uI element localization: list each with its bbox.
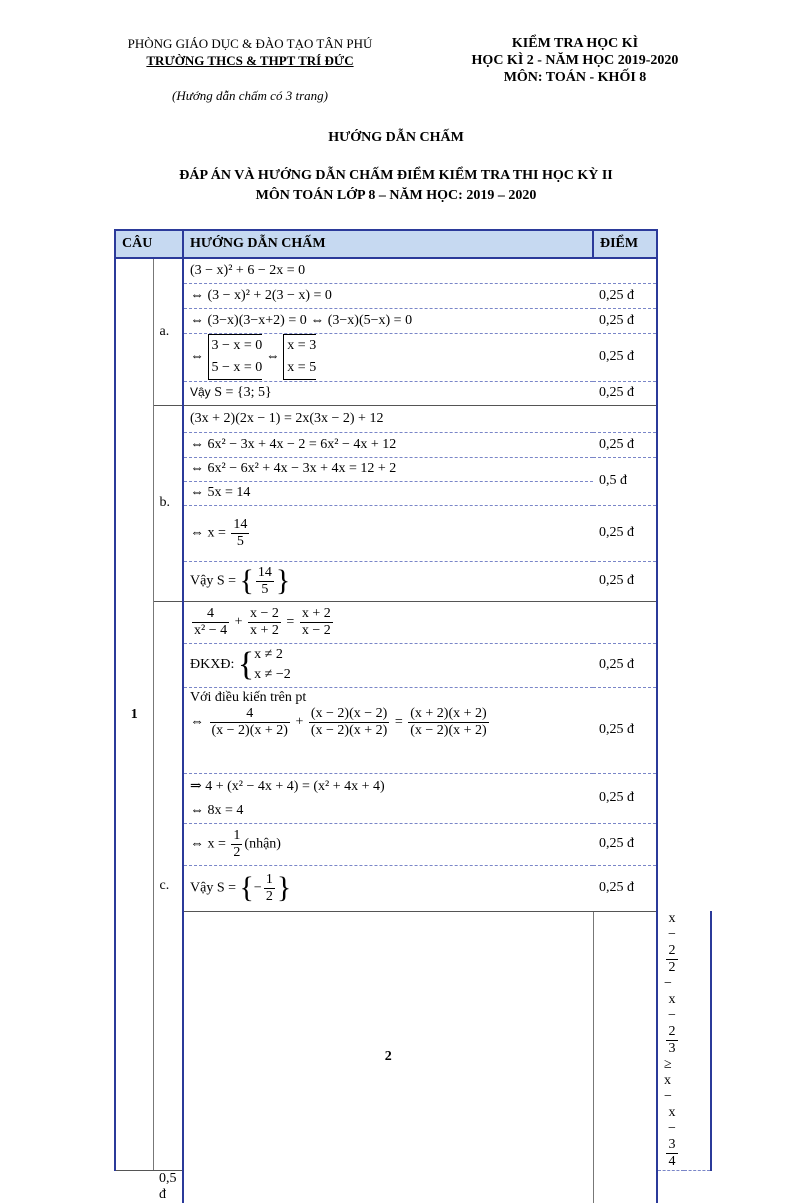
- c7-numerator: 1: [264, 872, 275, 889]
- step-q2-next: [115, 1171, 153, 1203]
- score-a2: 0,25 đ: [593, 283, 657, 308]
- b6-prefix: Vậy: [190, 573, 213, 588]
- department-name: PHÒNG GIÁO DỤC & ĐÀO TẠO TÂN PHÚ: [100, 35, 400, 52]
- b6-fraction: [256, 565, 274, 598]
- q2-f1-num: x − 2: [666, 911, 678, 960]
- exam-title: KIỂM TRA HỌC KÌ: [440, 35, 710, 52]
- step-c5: ⇔ 8x = 4: [183, 799, 593, 823]
- q2-middle: ≥ x −: [664, 1057, 672, 1104]
- q2-f2-den: 3: [666, 1041, 678, 1057]
- score-b6: 0,25 đ: [593, 561, 657, 601]
- score-c2: 0,25 đ: [593, 643, 657, 687]
- b5-numerator: 14: [231, 517, 249, 534]
- header-guide: HƯỚNG DẪN CHẤM: [183, 230, 593, 258]
- c3-f1-den: (x − 2)(x + 2): [210, 723, 290, 739]
- c3-f3-num: (x + 2)(x + 2): [408, 706, 488, 723]
- step-b5: [183, 505, 593, 561]
- score-b5: 0,25 đ: [593, 505, 657, 561]
- school-name: TRƯỜNG THCS & THPT TRÍ ĐỨC: [100, 52, 400, 69]
- step-a1: (3 − x)² + 6 − 2x = 0: [183, 258, 593, 283]
- c1-f3-num: x + 2: [300, 606, 333, 623]
- b5-fraction: [231, 517, 249, 550]
- c6-prefix: ⇔ x =: [190, 836, 226, 851]
- page-count-note: (Hướng dẫn chấm có 3 trang): [100, 87, 400, 104]
- score-a3: 0,25 đ: [593, 308, 657, 333]
- step-b3: ⇔ 6x² − 6x² + 4x − 3x + 4x = 12 + 2: [183, 457, 593, 481]
- c7-denominator: 2: [264, 889, 275, 905]
- score-c4-c5: 0,25 đ: [593, 773, 657, 823]
- subtitle-line-1: ĐÁP ÁN VÀ HƯỚNG DẪN CHẤM ĐIỂM KIỂM TRA THI HỌC KỲ II: [0, 166, 792, 186]
- c3-f2-den: (x − 2)(x + 2): [309, 723, 389, 739]
- score-q2-1: [684, 911, 711, 1171]
- b5-denominator: 5: [231, 534, 249, 550]
- score-q2-2: 0,5 đ: [153, 1171, 183, 1203]
- header-left: [100, 35, 400, 104]
- a5-prefix: Vậy: [190, 385, 211, 399]
- c2-condition-2: x ≠ −2: [254, 665, 291, 685]
- score-b1: [593, 405, 657, 432]
- a4-left-2: 5 − x = 0: [212, 357, 263, 379]
- c2-label: ĐKXĐ:: [190, 657, 234, 672]
- b6-s: S =: [217, 573, 236, 588]
- c3-f3-den: (x − 2)(x + 2): [408, 723, 488, 739]
- semester-label: HỌC KÌ 2 - NĂM HỌC 2019-2020: [440, 52, 710, 69]
- c3-text: Với điều kiến trên pt: [190, 690, 587, 706]
- c3-f1-num: 4: [210, 706, 290, 723]
- grading-table: [114, 229, 712, 1203]
- q2-f1-den: 2: [666, 960, 678, 976]
- part-label-b: b.: [153, 405, 183, 601]
- part-label-a: a.: [153, 258, 183, 405]
- step-a5: [183, 381, 593, 405]
- score-a4: 0,25 đ: [593, 333, 657, 381]
- step-a2: ⇔ (3 − x)² + 2(3 − x) = 0: [183, 283, 593, 308]
- score-c6: 0,25 đ: [593, 823, 657, 865]
- step-c1: $\frac{4}{\text{x² − 4}}$ + $\frac{x - 2}{x + 2}$ = $\frac{x + 2}{x - 2}$: [183, 601, 593, 643]
- score-a1: [593, 258, 657, 283]
- c1-f1-num: 4: [192, 606, 229, 623]
- a4-right-1: x = 3: [287, 335, 316, 357]
- part-label-2: [593, 911, 657, 1203]
- header-question: CÂU: [115, 230, 183, 258]
- header-right: [440, 35, 710, 86]
- c6-suffix: (nhận): [244, 836, 281, 851]
- c7-prefix: Vậy S =: [190, 880, 236, 895]
- question-number-1: 1: [115, 258, 153, 1171]
- step-b6: Vậy S = { $\frac{14}{5}$ }: [183, 561, 593, 601]
- c1-f1-den: x² − 4: [192, 623, 229, 639]
- b6-denominator: 5: [256, 582, 274, 598]
- c3-f2-num: (x − 2)(x − 2): [309, 706, 389, 723]
- part-label-c: c.: [153, 601, 183, 1171]
- c1-f2-num: x − 2: [248, 606, 281, 623]
- score-c3: 0,25 đ: [593, 687, 657, 773]
- score-a5: 0,25 đ: [593, 381, 657, 405]
- step-c7: Vậy S = {− $\frac{1}{2}$ }: [183, 865, 593, 911]
- c2-condition-1: x ≠ 2: [254, 645, 291, 665]
- page-title: HƯỚNG DẪN CHẤM: [0, 130, 792, 146]
- step-b2: ⇔ 6x² − 3x + 4x − 2 = 6x² − 4x + 12: [183, 432, 593, 457]
- step-c6: [183, 823, 593, 865]
- table-header-row: [115, 230, 711, 258]
- score-b2: 0,25 đ: [593, 432, 657, 457]
- subject-label: MÔN: TOÁN - KHỐI 8: [440, 69, 710, 86]
- q2-f3-num: x − 3: [666, 1105, 678, 1154]
- q2-f2-num: x − 2: [666, 992, 678, 1041]
- score-c1: [593, 601, 657, 643]
- a5-solution-set: S = {3; 5}: [214, 385, 272, 400]
- a4-left-1: 3 − x = 0: [212, 335, 263, 357]
- subtitle-line-2: MÔN TOÁN LỚP 8 – NĂM HỌC: 2019 – 2020: [0, 186, 792, 206]
- b6-numerator: 14: [256, 565, 274, 582]
- step-a4: ⇔ 3 − x = 0 5 − x = 0 ⇔ x = 3 x = 5: [183, 333, 593, 381]
- step-q2: $\frac{x - 2}{2}$ − $\frac{x - 2}{3}$ ≥ x − $\frac{x - 3}{4}$: [657, 911, 684, 1171]
- subtitle: [0, 166, 792, 206]
- c6-denominator: 2: [231, 845, 242, 861]
- a4-right-2: x = 5: [287, 357, 316, 379]
- step-c3: Với điều kiến trên pt ⇔ $\frac{4}{(x - 2)(x + 2)}$ + $\frac{(x - 2)(x - 2)}{(x - 2)(x + 2)}$ = $\frac{(x + 2)(x + 2)}{(x - 2)(x + 2)}$: [183, 687, 593, 773]
- score-c7: 0,25 đ: [593, 865, 657, 911]
- q2-f3-den: 4: [666, 1154, 678, 1170]
- step-a3: ⇔ (3−x)(3−x+2) = 0 ⇔ (3−x)(5−x) = 0: [183, 308, 593, 333]
- c1-f2-den: x + 2: [248, 623, 281, 639]
- c6-numerator: 1: [231, 828, 242, 845]
- step-b1: (3x + 2)(2x − 1) = 2x(3x − 2) + 12: [183, 405, 593, 432]
- step-c4: ⇒ 4 + (x² − 4x + 4) = (x² + 4x + 4): [183, 773, 593, 799]
- header-score: ĐIỂM: [593, 230, 657, 258]
- question-number-2: 2: [183, 911, 593, 1203]
- c1-f3-den: x − 2: [300, 623, 333, 639]
- c7-sign: −: [254, 880, 262, 895]
- step-c2: ĐKXĐ: { x ≠ 2 x ≠ −2: [183, 643, 593, 687]
- b5-prefix: ⇔ x =: [190, 525, 226, 540]
- step-b4: ⇔ 5x = 14: [183, 481, 593, 505]
- score-b3-b4: 0,5 đ: [593, 457, 657, 505]
